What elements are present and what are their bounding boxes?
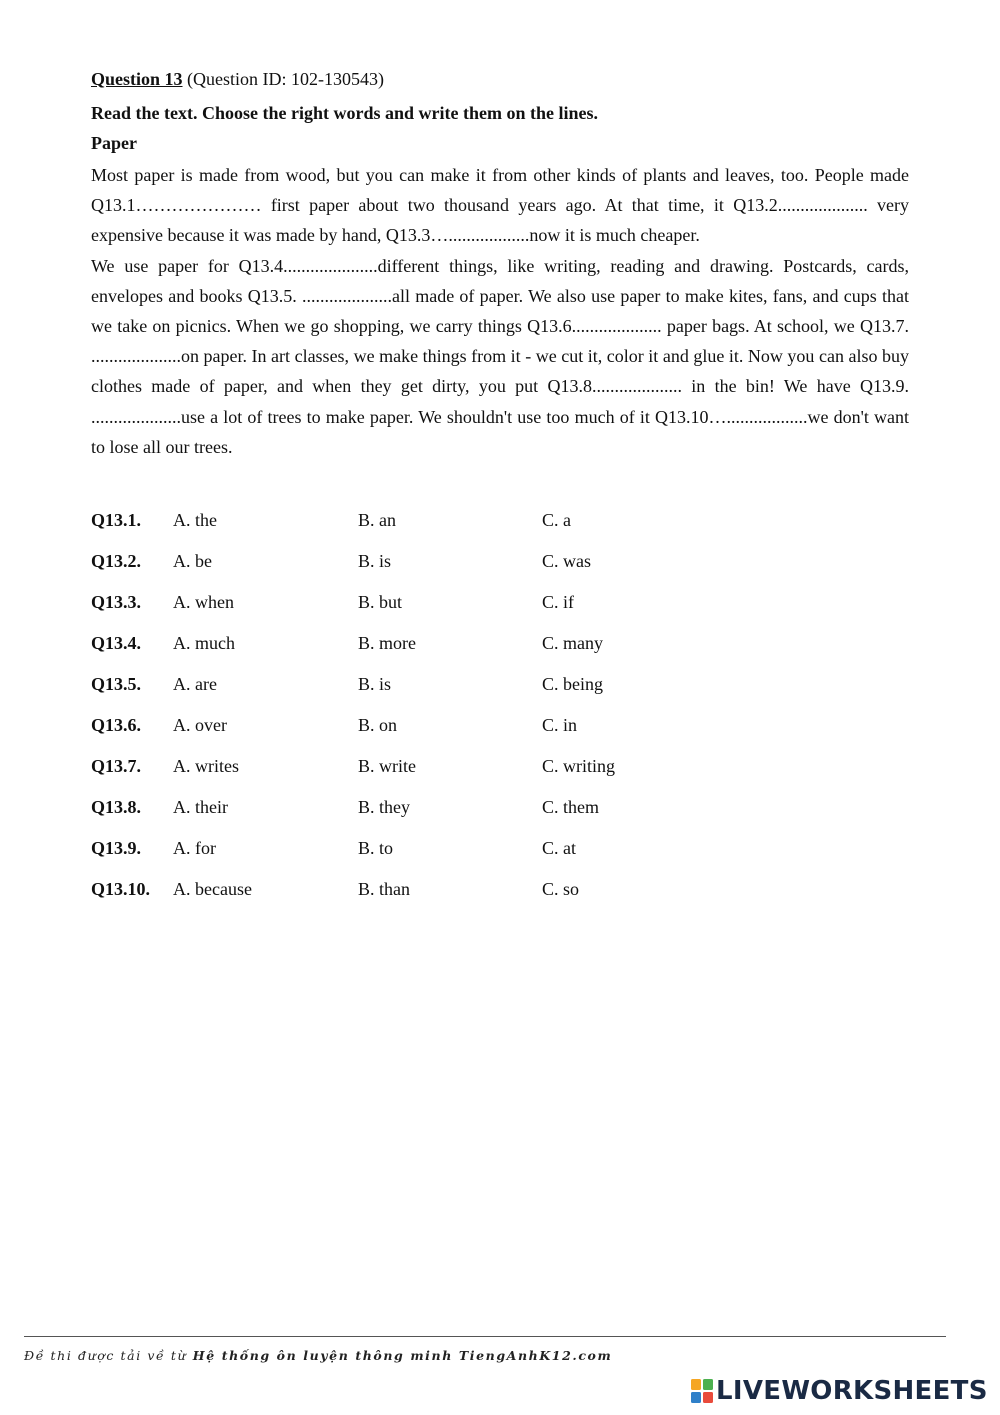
- brand-name: LIVEWORKSHEETS: [716, 1376, 988, 1406]
- option-row: [91, 505, 791, 546]
- option-question-label: Q13.1.: [91, 510, 142, 530]
- option-c[interactable]: C. them: [542, 797, 599, 817]
- option-b[interactable]: B. write: [358, 756, 416, 776]
- passage-title: Paper: [91, 133, 137, 153]
- option-question-label: Q13.3.: [91, 592, 142, 612]
- option-c[interactable]: C. a: [542, 510, 571, 530]
- option-row: [91, 874, 791, 915]
- option-question-label: Q13.6.: [91, 715, 142, 735]
- option-b[interactable]: B. more: [358, 633, 416, 653]
- option-row: [91, 833, 791, 874]
- option-a[interactable]: A. the: [173, 510, 217, 530]
- footer-prefix: Đề thi được tải về từ: [24, 1348, 193, 1363]
- option-row: [91, 710, 791, 751]
- option-c[interactable]: C. was: [542, 551, 591, 571]
- option-question-label: Q13.10.: [91, 879, 151, 899]
- option-c[interactable]: C. in: [542, 715, 578, 735]
- option-a[interactable]: A. be: [173, 551, 212, 571]
- option-question-label: Q13.9.: [91, 838, 142, 858]
- option-row: [91, 628, 791, 669]
- option-a[interactable]: A. for: [173, 838, 216, 858]
- option-question-label: Q13.7.: [91, 756, 142, 776]
- option-row: [91, 587, 791, 628]
- option-b[interactable]: B. to: [358, 838, 394, 858]
- option-b[interactable]: B. on: [358, 715, 398, 735]
- passage-paragraph-2: We use paper for Q13.4.....................different things, like writing, reading and drawing. Postcards, cards, envelopes and books Q13.5. ....................all made of paper. We also use paper to make kites, fans, and cups that we take on picnics. When we go shopping, we carry things Q13.6.................... paper bags. At school, we Q13.7. ....................on paper. In art classes, we make things from it - we cut it, color it and glue it. Now you can also buy clothes made of paper, and when they get dirty, you put Q13.8.................... in the bin! We have Q13.9. ....................use a lot of trees to make paper. We shouldn't use too much of it Q13.10…..................we don't want to lose all our trees.: [91, 255, 909, 457]
- option-c[interactable]: C. so: [542, 879, 580, 899]
- question-heading: [91, 66, 909, 92]
- option-c[interactable]: C. writing: [542, 756, 616, 776]
- answer-options-list: [91, 505, 791, 915]
- option-question-label: Q13.4.: [91, 633, 142, 653]
- option-a[interactable]: A. are: [173, 674, 217, 694]
- option-c[interactable]: C. if: [542, 592, 575, 612]
- footer-source: [24, 1348, 612, 1363]
- option-a[interactable]: A. because: [173, 879, 252, 899]
- option-b[interactable]: B. an: [358, 510, 396, 530]
- question-number: Question 13: [91, 69, 183, 89]
- option-b[interactable]: B. is: [358, 551, 392, 571]
- option-row: [91, 792, 791, 833]
- option-c[interactable]: C. being: [542, 674, 603, 694]
- option-b[interactable]: B. than: [358, 879, 410, 899]
- option-c[interactable]: C. at: [542, 838, 576, 858]
- footer-divider: [24, 1336, 946, 1337]
- option-a[interactable]: A. much: [173, 633, 235, 653]
- option-c[interactable]: C. many: [542, 633, 603, 653]
- option-b[interactable]: B. but: [358, 592, 403, 612]
- option-a[interactable]: A. writes: [173, 756, 239, 776]
- option-b[interactable]: B. they: [358, 797, 410, 817]
- liveworksheets-brand[interactable]: [691, 1376, 988, 1406]
- footer-site: Hệ thống ôn luyện thông minh TiengAnhK12.com: [192, 1348, 613, 1363]
- question-id: (Question ID: 102-130543): [182, 69, 384, 89]
- document-body: [91, 66, 909, 462]
- option-a[interactable]: A. when: [173, 592, 234, 612]
- liveworksheets-logo-icon: [691, 1379, 713, 1403]
- option-b[interactable]: B. is: [358, 674, 392, 694]
- option-row: [91, 546, 791, 587]
- instruction: Read the text. Choose the right words and write them on the lines.: [91, 103, 598, 123]
- option-row: [91, 669, 791, 710]
- option-a[interactable]: A. their: [173, 797, 228, 817]
- option-question-label: Q13.8.: [91, 797, 142, 817]
- passage-paragraph-1: Most paper is made from wood, but you can make it from other kinds of plants and leaves, too. People made Q13.1………………… first paper about two thousand years ago. At that time, it Q13.2.................... very expensive because it was made by hand, Q13.3…..................now it is much cheaper.: [91, 165, 909, 246]
- option-question-label: Q13.2.: [91, 551, 142, 571]
- option-a[interactable]: A. over: [173, 715, 227, 735]
- option-question-label: Q13.5.: [91, 674, 142, 694]
- option-row: [91, 751, 791, 792]
